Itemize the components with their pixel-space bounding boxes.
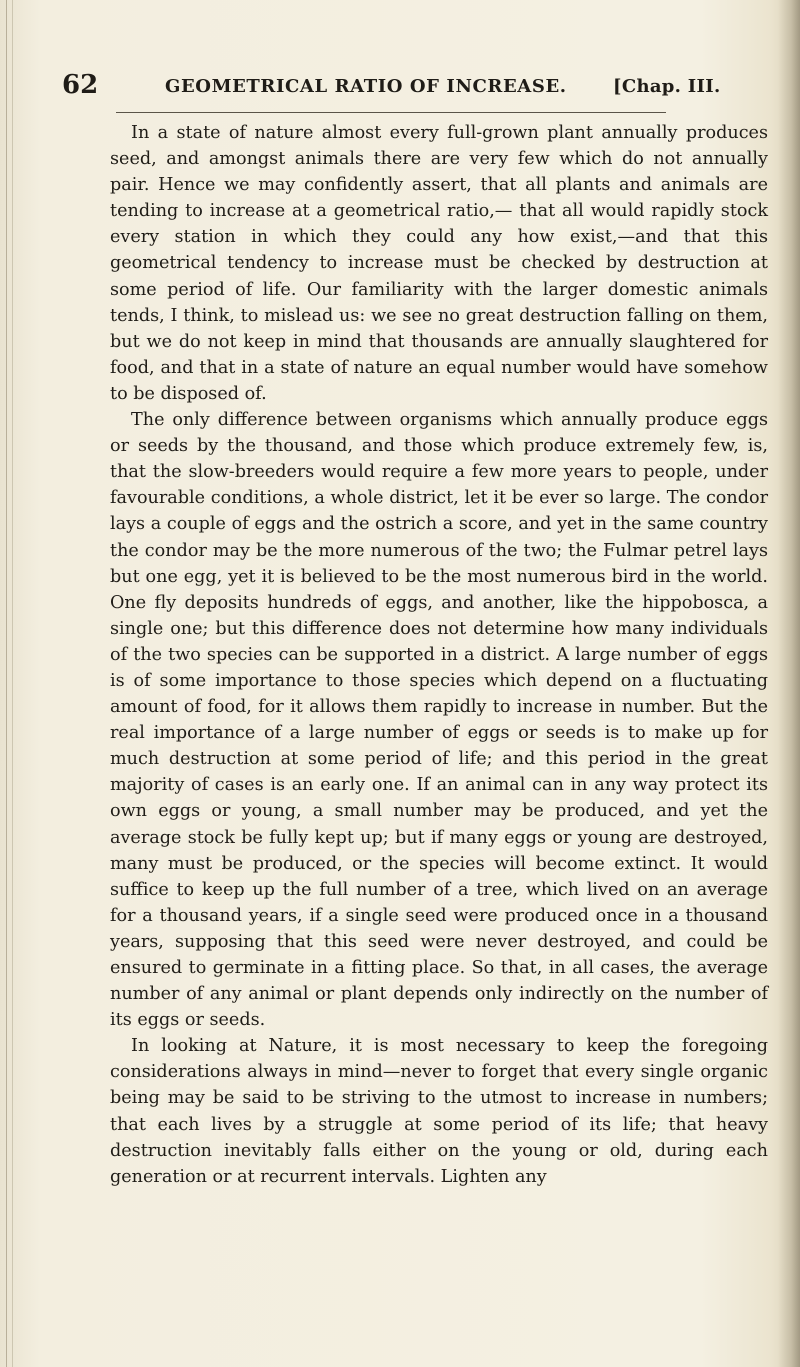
- page-header: [62, 70, 762, 110]
- gutter-line: [12, 0, 13, 1367]
- paragraph: In a state of nature almost every full-grown plant annually produces seed, and amongst animals there are very few which do not annually pair. Hence we may confidently assert, that all plants and animals are tending to increase at a geometrical ratio,— that all would rapidly stock every station in which they could any how exist,—and that this geometrical tendency to increase must be checked by destruction at some period of life. Our familiarity with the larger domestic animals tends, I think, to mislead us: we see no great destruction falling on them, but we do not keep in mind that thousands are annually slaughtered for food, and that in a state of nature an equal number would have somehow to be disposed of.: [110, 123, 768, 404]
- paragraph: The only difference between organisms which annually produce eggs or seeds by the thousand, and those which produce extremely few, is, that the slow-breeders would require a few more years to people, under favourable conditions, a whole district, let it be ever so large. The condor lays a couple of eggs and the ostrich a score, and yet in the same country the condor may be the more numerous of the two; the Fulmar petrel lays but one egg, yet it is believed to be the most numerous bird in the world. One fly deposits hundreds of eggs, and another, like the hippobosca, a single one; but this difference does not determine how many individuals of the two species can be supported in a district. A large number of eggs is of some importance to those species which depend on a fluctuating amount of food, for it allows them rapidly to increase in number. But the real importance of a large number of eggs or seeds is to make up for much destruction at some period of life; and this period in the great majority of cases is an early one. If an animal can in any way protect its own eggs or young, a small number may be produced, and yet the average stock be fully kept up; but if many eggs or young are destroyed, many must be produced, or the species will become extinct. It would suffice to keep up the full number of a tree, which lived on an average for a thousand years, if a single seed were produced once in a thousand years, supposing that this seed were never destroyed, and could be ensured to germinate in a fitting place. So that, in all cases, the average number of any animal or plant depends only indirectly on the number of its eggs or seeds.: [110, 410, 768, 1031]
- chapter-reference: [Chap. III.: [613, 76, 721, 97]
- paragraph: In looking at Nature, it is most necessary to keep the foregoing considerations always in mind—never to forget that every single organic being may be said to be striving to the utmost to increase in numbers; that each lives by a struggle at some period of its life; that heavy destruction inevitably falls either on the young or old, during each generation or at recurrent intervals. Lighten any: [110, 1036, 768, 1187]
- header-rule: [116, 112, 666, 113]
- page-number: 62: [62, 70, 99, 100]
- body-text: [110, 120, 768, 1190]
- gutter-line: [6, 0, 7, 1367]
- running-title: GEOMETRICAL RATIO OF INCREASE.: [165, 76, 567, 97]
- page-edge-shadow: [778, 0, 800, 1367]
